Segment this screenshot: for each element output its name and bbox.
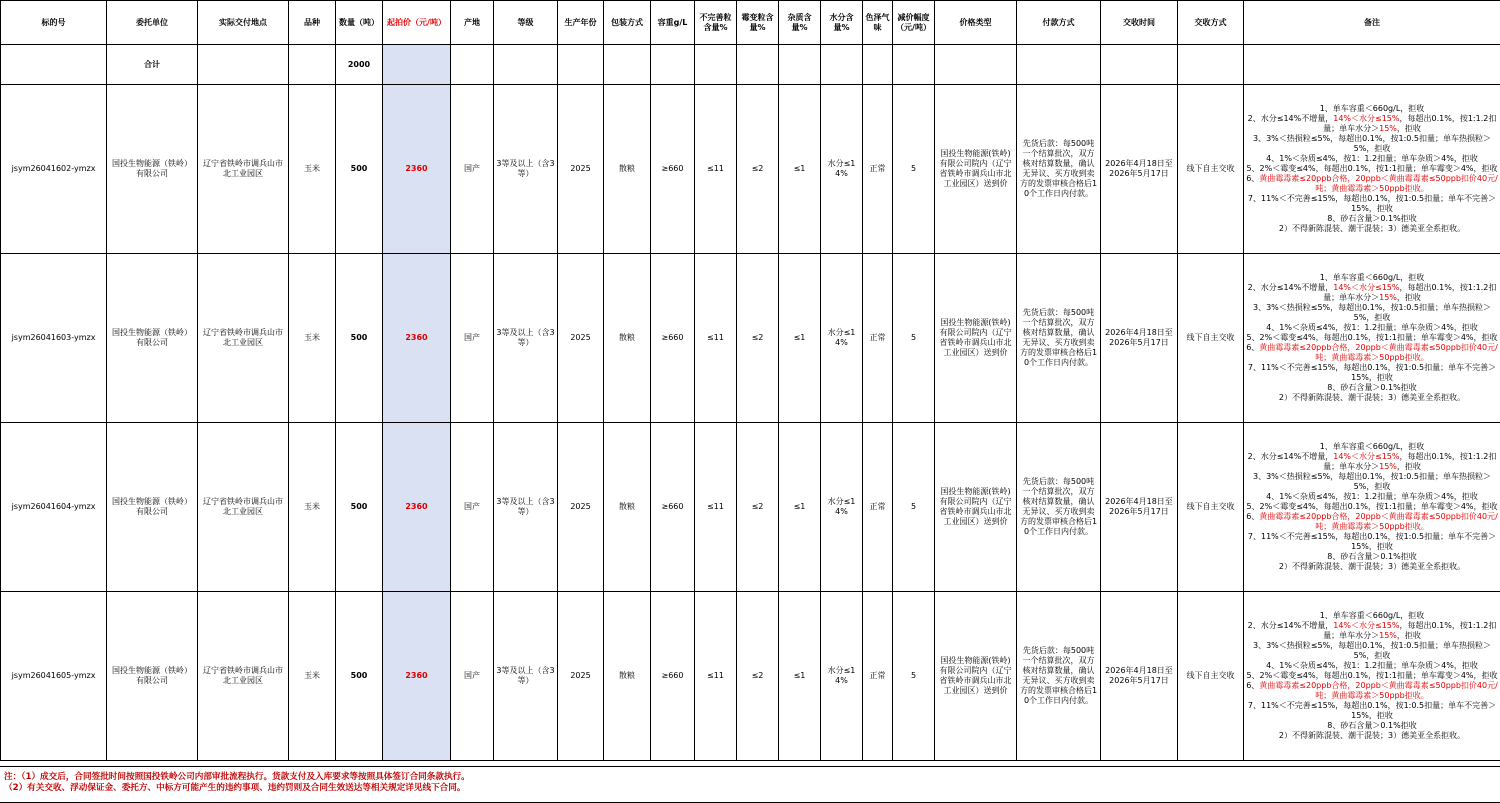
moldy-cell: ≤2: [737, 85, 779, 254]
bulk-density-cell: ≥660: [651, 423, 695, 592]
consignor-cell: 国投生物能源（铁岭）有限公司: [107, 592, 198, 761]
origin-cell: 国产: [451, 85, 494, 254]
packaging-cell: 散粮: [604, 254, 651, 423]
start-price-cell: 2360: [383, 85, 451, 254]
delivery-place-cell: 辽宁省铁岭市调兵山市北工业园区: [198, 254, 289, 423]
trade-method-cell: 线下自主交收: [1178, 423, 1244, 592]
variety-cell: 玉米: [289, 85, 336, 254]
grade-cell: 3等及以上（含3等）: [494, 423, 558, 592]
footnote-line-1: 注：（1）成交后，合同签批时间按照国投铁岭公司内部审批流程执行。货款支付及入库要求等按照具体签订合同条款执行。: [4, 772, 470, 782]
trade-time-cell: 2026年4月18日至2026年5月17日: [1101, 254, 1178, 423]
production-year-cell: 2025: [558, 592, 604, 761]
color-odor-cell: 正常: [863, 254, 893, 423]
lot-no-cell: jsym26041604-ymzx: [1, 423, 107, 592]
color-odor-cell: 正常: [863, 423, 893, 592]
header-impurity: 杂质含量%: [779, 1, 821, 45]
header-quantity: 数量（吨）: [336, 1, 383, 45]
start-price-cell: 2360: [383, 423, 451, 592]
impurity-cell: ≤1: [779, 423, 821, 592]
production-year-cell: 2025: [558, 254, 604, 423]
delivery-place-cell: 辽宁省铁岭市调兵山市北工业园区: [198, 423, 289, 592]
header-imperfect: 不完善粒含量%: [695, 1, 737, 45]
header-moldy: 霉变粒含量%: [737, 1, 779, 45]
consignor-cell: 国投生物能源（铁岭）有限公司: [107, 254, 198, 423]
total-quantity: 2000: [336, 45, 383, 85]
grade-cell: 3等及以上（含3等）: [494, 85, 558, 254]
header-production-year: 生产年份: [558, 1, 604, 45]
bulk-density-cell: ≥660: [651, 592, 695, 761]
moisture-cell: 水分≤14%: [821, 423, 863, 592]
price-type-cell: 国投生物能源(铁岭)有限公司院内（辽宁省铁岭市调兵山市北工业园区）送到价: [935, 85, 1017, 254]
color-odor-cell: 正常: [863, 592, 893, 761]
imperfect-cell: ≤11: [695, 423, 737, 592]
grade-cell: 3等及以上（含3等）: [494, 592, 558, 761]
trade-method-cell: 线下自主交收: [1178, 85, 1244, 254]
consignor-cell: 国投生物能源（铁岭）有限公司: [107, 423, 198, 592]
bulk-density-cell: ≥660: [651, 254, 695, 423]
price-type-cell: 国投生物能源(铁岭)有限公司院内（辽宁省铁岭市调兵山市北工业园区）送到价: [935, 423, 1017, 592]
header-moisture: 水分含量%: [821, 1, 863, 45]
production-year-cell: 2025: [558, 423, 604, 592]
header-row: [1, 1, 1500, 45]
header-trade-method: 交收方式: [1178, 1, 1244, 45]
remarks-cell: 1、单车容重＜660g/L，拒收 2、水分≤14%不增量，14%＜水分≤15%，每超出0.1%，按1:1.2扣量；单车水分＞15%，拒收 3、3%＜热损粒≤5%，每超出0.1%，按1:0.5扣量；单车热损粒＞5%，拒收 4、1%＜杂质≤4%，按1：1.2扣量；单车杂质＞4%，拒收 5、2%＜霉变≤4%，每超出0.1%，按1:1扣量；单车霉变＞4%，拒收 6、黄曲霉毒素≤20ppb合格，20ppb＜黄曲霉毒素≤50ppb扣价40元/吨；黄曲霉毒素＞50ppb拒收。 7、11%＜不完善≤15%，每超出0.1%，按1:0.5扣量；单车不完善＞15%，拒收 8、砂石含量＞0.1%拒收 2）不得新陈混装、潮干混装；3）德美亚全系拒收。: [1244, 85, 1500, 254]
trade-time-cell: 2026年4月18日至2026年5月17日: [1101, 592, 1178, 761]
color-odor-cell: 正常: [863, 85, 893, 254]
header-variety: 品种: [289, 1, 336, 45]
imperfect-cell: ≤11: [695, 85, 737, 254]
total-row: [1, 45, 1500, 85]
reduction-cell: 5: [893, 254, 935, 423]
trade-method-cell: 线下自主交收: [1178, 254, 1244, 423]
variety-cell: 玉米: [289, 423, 336, 592]
header-reduction: 减价幅度（元/吨）: [893, 1, 935, 45]
moisture-cell: 水分≤14%: [821, 254, 863, 423]
header-lot-no: 标的号: [1, 1, 107, 45]
header-start-price: 起拍价（元/吨）: [383, 1, 451, 45]
price-type-cell: 国投生物能源(铁岭)有限公司院内（辽宁省铁岭市调兵山市北工业园区）送到价: [935, 254, 1017, 423]
header-color-odor: 色泽气味: [863, 1, 893, 45]
lot-no-cell: jsym26041602-ymzx: [1, 85, 107, 254]
quantity-cell: 500: [336, 85, 383, 254]
remarks-cell: 1、单车容重＜660g/L，拒收 2、水分≤14%不增量，14%＜水分≤15%，每超出0.1%，按1:1.2扣量；单车水分＞15%，拒收 3、3%＜热损粒≤5%，每超出0.1%，按1:0.5扣量；单车热损粒＞5%，拒收 4、1%＜杂质≤4%，按1：1.2扣量；单车杂质＞4%，拒收 5、2%＜霉变≤4%，每超出0.1%，按1:1扣量；单车霉变＞4%，拒收 6、黄曲霉毒素≤20ppb合格，20ppb＜黄曲霉毒素≤50ppb扣价40元/吨；黄曲霉毒素＞50ppb拒收。 7、11%＜不完善≤15%，每超出0.1%，按1:0.5扣量；单车不完善＞15%，拒收 8、砂石含量＞0.1%拒收 2）不得新陈混装、潮干混装；3）德美亚全系拒收。: [1244, 423, 1500, 592]
header-bulk-density: 容重g/L: [651, 1, 695, 45]
delivery-place-cell: 辽宁省铁岭市调兵山市北工业园区: [198, 592, 289, 761]
payment-cell: 先货后款：每500吨一个结算批次，双方核对结算数量，确认无异议、买方收到卖方的发票审核合格后10个工作日内付款。: [1017, 254, 1101, 423]
delivery-place-cell: 辽宁省铁岭市调兵山市北工业园区: [198, 85, 289, 254]
moisture-cell: 水分≤14%: [821, 85, 863, 254]
origin-cell: 国产: [451, 592, 494, 761]
bulk-density-cell: ≥660: [651, 85, 695, 254]
packaging-cell: 散粮: [604, 423, 651, 592]
production-year-cell: 2025: [558, 85, 604, 254]
start-price-cell: 2360: [383, 592, 451, 761]
header-price-type: 价格类型: [935, 1, 1017, 45]
header-packaging: 包装方式: [604, 1, 651, 45]
table-row: [1, 85, 1500, 254]
header-grade: 等级: [494, 1, 558, 45]
trade-time-cell: 2026年4月18日至2026年5月17日: [1101, 423, 1178, 592]
payment-cell: 先货后款：每500吨一个结算批次，双方核对结算数量，确认无异议、买方收到卖方的发票审核合格后10个工作日内付款。: [1017, 85, 1101, 254]
reduction-cell: 5: [893, 423, 935, 592]
price-type-cell: 国投生物能源(铁岭)有限公司院内（辽宁省铁岭市调兵山市北工业园区）送到价: [935, 592, 1017, 761]
packaging-cell: 散粮: [604, 592, 651, 761]
packaging-cell: 散粮: [604, 85, 651, 254]
footnote-line-2: （2）有关交收、浮动保证金、委托方、中标方可能产生的违约事项、违约罚则及合同生效送达等相关规定详见线下合同。: [4, 783, 466, 793]
table-row: [1, 254, 1500, 423]
payment-cell: 先货后款：每500吨一个结算批次，双方核对结算数量，确认无异议、买方收到卖方的发票审核合格后10个工作日内付款。: [1017, 423, 1101, 592]
header-delivery-place: 实际交付地点: [198, 1, 289, 45]
payment-cell: 先货后款：每500吨一个结算批次，双方核对结算数量，确认无异议、买方收到卖方的发票审核合格后10个工作日内付款。: [1017, 592, 1101, 761]
header-consignor: 委托单位: [107, 1, 198, 45]
variety-cell: 玉米: [289, 254, 336, 423]
moldy-cell: ≤2: [737, 423, 779, 592]
consignor-cell: 国投生物能源（铁岭）有限公司: [107, 85, 198, 254]
header-payment: 付款方式: [1017, 1, 1101, 45]
origin-cell: 国产: [451, 254, 494, 423]
grade-cell: 3等及以上（含3等）: [494, 254, 558, 423]
impurity-cell: ≤1: [779, 592, 821, 761]
trade-time-cell: 2026年4月18日至2026年5月17日: [1101, 85, 1178, 254]
origin-cell: 国产: [451, 423, 494, 592]
impurity-cell: ≤1: [779, 85, 821, 254]
header-remarks: 备注: [1244, 1, 1500, 45]
remarks-cell: 1、单车容重＜660g/L，拒收 2、水分≤14%不增量，14%＜水分≤15%，每超出0.1%，按1:1.2扣量；单车水分＞15%，拒收 3、3%＜热损粒≤5%，每超出0.1%，按1:0.5扣量；单车热损粒＞5%，拒收 4、1%＜杂质≤4%，按1：1.2扣量；单车杂质＞4%，拒收 5、2%＜霉变≤4%，每超出0.1%，按1:1扣量；单车霉变＞4%，拒收 6、黄曲霉毒素≤20ppb合格，20ppb＜黄曲霉毒素≤50ppb扣价40元/吨；黄曲霉毒素＞50ppb拒收。 7、11%＜不完善≤15%，每超出0.1%，按1:0.5扣量；单车不完善＞15%，拒收 8、砂石含量＞0.1%拒收 2）不得新陈混装、潮干混装；3）德美亚全系拒收。: [1244, 592, 1500, 761]
start-price-cell: 2360: [383, 254, 451, 423]
lot-no-cell: jsym26041603-ymzx: [1, 254, 107, 423]
quantity-cell: 500: [336, 423, 383, 592]
moisture-cell: 水分≤14%: [821, 592, 863, 761]
impurity-cell: ≤1: [779, 254, 821, 423]
table-row: [1, 592, 1500, 761]
remarks-cell: 1、单车容重＜660g/L，拒收 2、水分≤14%不增量，14%＜水分≤15%，每超出0.1%，按1:1.2扣量；单车水分＞15%，拒收 3、3%＜热损粒≤5%，每超出0.1%，按1:0.5扣量；单车热损粒＞5%，拒收 4、1%＜杂质≤4%，按1：1.2扣量；单车杂质＞4%，拒收 5、2%＜霉变≤4%，每超出0.1%，按1:1扣量；单车霉变＞4%，拒收 6、黄曲霉毒素≤20ppb合格，20ppb＜黄曲霉毒素≤50ppb扣价40元/吨；黄曲霉毒素＞50ppb拒收。 7、11%＜不完善≤15%，每超出0.1%，按1:0.5扣量；单车不完善＞15%，拒收 8、砂石含量＞0.1%拒收 2）不得新陈混装、潮干混装；3）德美亚全系拒收。: [1244, 254, 1500, 423]
imperfect-cell: ≤11: [695, 254, 737, 423]
header-trade-time: 交收时间: [1101, 1, 1178, 45]
total-label: 合计: [107, 45, 198, 85]
lot-no-cell: jsym26041605-ymzx: [1, 592, 107, 761]
header-origin: 产地: [451, 1, 494, 45]
variety-cell: 玉米: [289, 592, 336, 761]
reduction-cell: 5: [893, 85, 935, 254]
moldy-cell: ≤2: [737, 592, 779, 761]
reduction-cell: 5: [893, 592, 935, 761]
quantity-cell: 500: [336, 592, 383, 761]
imperfect-cell: ≤11: [695, 592, 737, 761]
moldy-cell: ≤2: [737, 254, 779, 423]
footnote: [0, 766, 1500, 803]
quantity-cell: 500: [336, 254, 383, 423]
table-row: [1, 423, 1500, 592]
trade-method-cell: 线下自主交收: [1178, 592, 1244, 761]
